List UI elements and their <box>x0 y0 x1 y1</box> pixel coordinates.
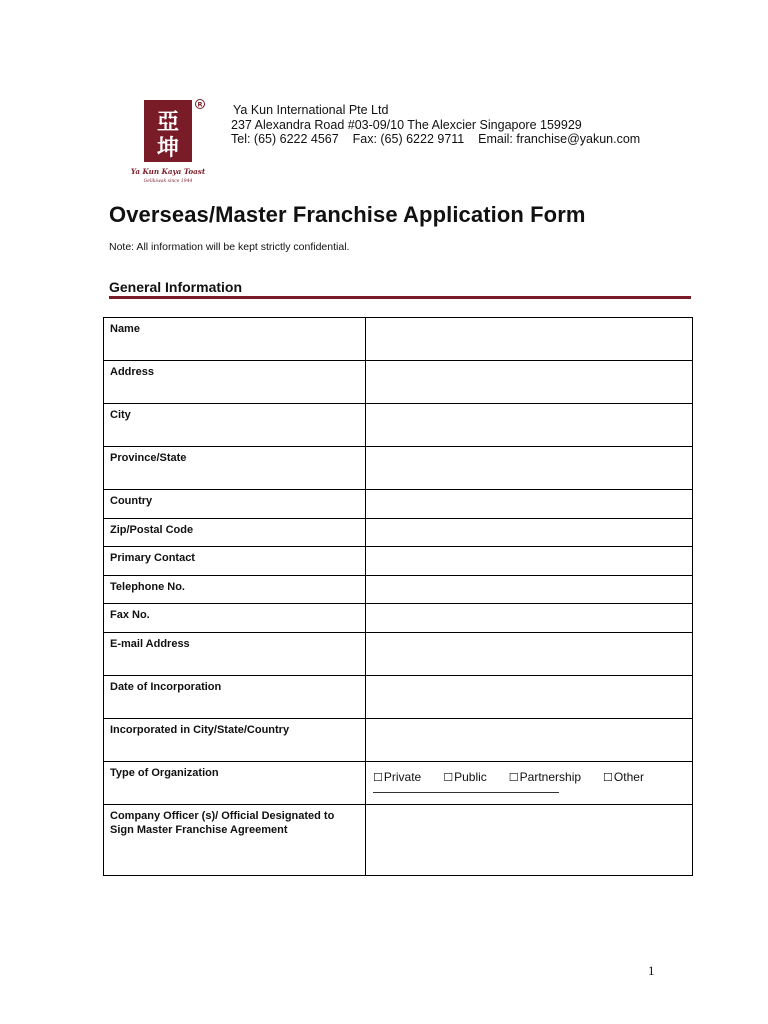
option-label: Private <box>383 769 422 784</box>
form-row-address <box>104 361 693 404</box>
svg-text:Ya Kun Kaya Toast: Ya Kun Kaya Toast <box>130 167 206 176</box>
form-row-fax <box>104 604 693 633</box>
country-field[interactable] <box>366 490 693 519</box>
field-label: Incorporated in City/State/Country <box>104 718 366 761</box>
form-title: Overseas/Master Franchise Application Form <box>109 202 586 227</box>
general-information-table <box>103 317 693 876</box>
other-specify-line[interactable] <box>373 786 559 793</box>
field-label: Primary Contact <box>104 547 366 576</box>
page-number: 1 <box>648 963 655 978</box>
form-row-city <box>104 404 693 447</box>
address-field[interactable] <box>366 361 693 404</box>
telephone-field[interactable] <box>366 575 693 604</box>
field-label: Country <box>104 490 366 519</box>
type-of-organization-options <box>366 761 693 804</box>
form-row-email <box>104 632 693 675</box>
field-label: Date of Incorporation <box>104 675 366 718</box>
svg-text:亞: 亞 <box>156 110 180 135</box>
field-label: Company Officer (s)/ Official Designated to Sign Master Franchise Agreement <box>104 804 366 875</box>
checkbox-icon[interactable]: ☐ <box>373 771 383 784</box>
form-row-primary-contact <box>104 547 693 576</box>
section-heading: General Information <box>109 279 243 295</box>
city-field[interactable] <box>366 404 693 447</box>
company-address: 237 Alexandra Road #03-09/10 The Alexcier Singapore 159929 <box>231 117 582 132</box>
svg-text:R: R <box>197 100 203 109</box>
confidentiality-note: Note: All information will be kept strictly confidential. <box>109 241 350 253</box>
company-officer-field[interactable] <box>366 804 693 875</box>
org-option-partnership[interactable] <box>509 769 581 786</box>
field-label: Province/State <box>104 447 366 490</box>
section-divider <box>109 296 691 299</box>
form-row-province-state <box>104 447 693 490</box>
field-label: Telephone No. <box>104 575 366 604</box>
field-label: Fax No. <box>104 604 366 633</box>
province-state-field[interactable] <box>366 447 693 490</box>
svg-text:坤: 坤 <box>156 136 180 161</box>
field-label: Zip/Postal Code <box>104 518 366 547</box>
field-label: Type of Organization <box>104 761 366 804</box>
checkbox-icon[interactable]: ☐ <box>508 771 519 784</box>
checkbox-icon[interactable]: ☐ <box>443 771 454 784</box>
field-label: E-mail Address <box>104 632 366 675</box>
option-label: Public <box>454 769 487 784</box>
ya-kun-logo <box>120 96 212 188</box>
zip-postal-code-field[interactable] <box>366 518 693 547</box>
form-row-date-of-incorporation <box>104 675 693 718</box>
field-label: City <box>104 404 366 447</box>
form-row-zip <box>104 518 693 547</box>
form-row-incorporated-in <box>104 718 693 761</box>
company-contact-line: Tel: (65) 6222 4567 Fax: (65) 6222 9711 Email: franchise@yakun.com <box>231 132 641 146</box>
form-row-name <box>104 318 693 361</box>
org-option-public[interactable] <box>443 769 487 786</box>
company-name: Ya Kun International Pte Ltd <box>233 103 389 117</box>
name-field[interactable] <box>366 318 693 361</box>
field-label: Address <box>104 361 366 404</box>
company-contact-block <box>231 103 640 147</box>
form-row-type-of-organization <box>104 761 693 804</box>
option-label: Other <box>613 769 644 784</box>
form-row-telephone <box>104 575 693 604</box>
org-option-other[interactable] <box>603 769 644 786</box>
primary-contact-field[interactable] <box>366 547 693 576</box>
date-of-incorporation-field[interactable] <box>366 675 693 718</box>
field-label: Name <box>104 318 366 361</box>
form-row-company-officer <box>104 804 693 875</box>
email-field[interactable] <box>366 632 693 675</box>
checkbox-icon[interactable]: ☐ <box>603 771 613 784</box>
fax-field[interactable] <box>366 604 693 633</box>
svg-text:Gelikiwak since 1944: Gelikiwak since 1944 <box>143 179 193 184</box>
incorporated-in-field[interactable] <box>366 718 693 761</box>
option-label: Partnership <box>519 769 582 784</box>
form-row-country <box>104 490 693 519</box>
org-option-private[interactable] <box>373 769 421 786</box>
